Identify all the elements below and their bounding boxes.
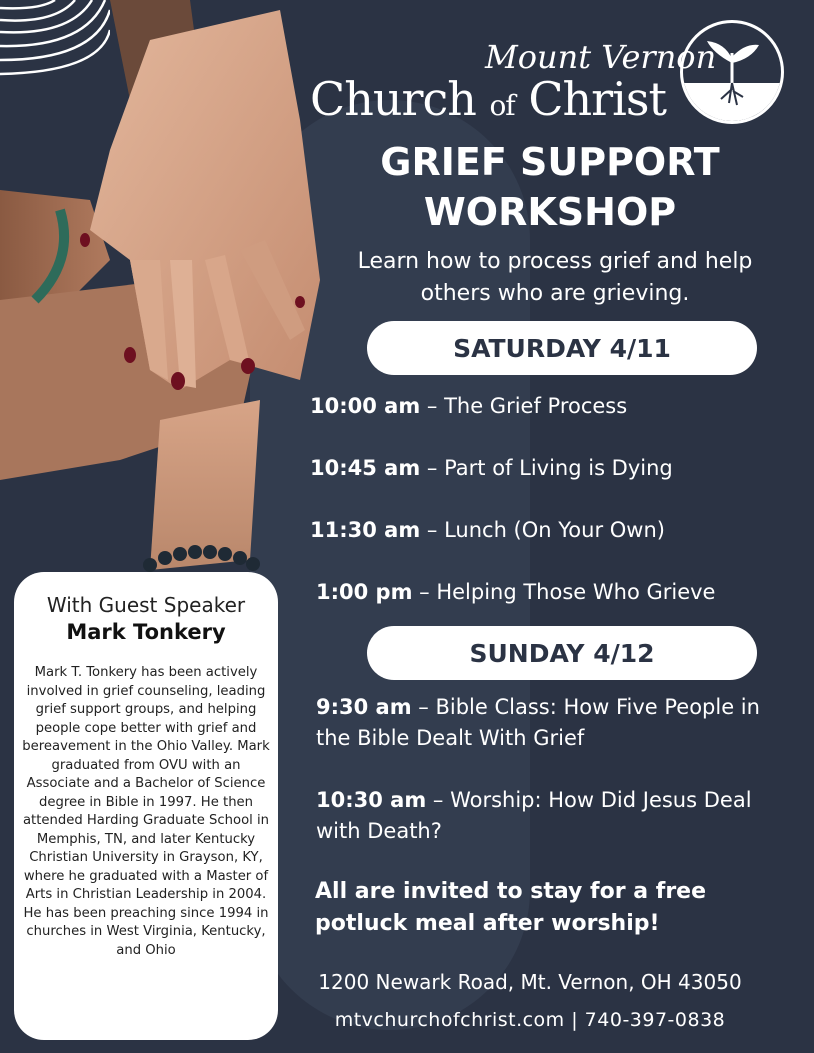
sprouting-plant-icon (680, 20, 784, 124)
speaker-card (14, 572, 278, 1040)
schedule-item: 11:30 am – Lunch (On Your Own) (310, 518, 665, 542)
logo-main-text: Church of Christ (310, 72, 666, 126)
wavy-lines-decoration (0, 0, 110, 90)
website-phone: mtvchurchofchrist.com | 740-397-0838 (334, 1009, 726, 1031)
schedule-item: 10:45 am – Part of Living is Dying (310, 456, 673, 480)
speaker-lead: With Guest Speaker (46, 593, 246, 617)
title-line-2: WORKSHOP (423, 190, 677, 234)
address: 1200 Newark Road, Mt. Vernon, OH 43050 (318, 970, 742, 994)
schedule-item: 10:30 am – Worship: How Did Jesus Deal with Death? (316, 788, 752, 843)
potluck-invitation: All are invited to stay for a free potluck meal after worship! (315, 879, 707, 936)
sunday-header: SUNDAY 4/12 (367, 626, 757, 680)
speaker-bio: Mark T. Tonkery has been actively involved in grief counseling, leading grief support groups, and helping people cope better with grief and bereavement in the Ohio Valley. Mark graduated from OVU with an Associate and a Bachelor of Science degree in Bible in 1997. He then attended Harding Graduate School in Memphis, TN, and later Kentucky Christian University in Grayson, KY, where he graduated with a Master of Arts in Christian Leadership in 2004. He has been preaching since 1994 in churches in West Virginia, Kentucky, and Ohio (22, 665, 270, 958)
logo-script-text: Mount Vernon (485, 38, 717, 76)
speaker-name: Mark Tonkery (66, 620, 226, 644)
schedule-item: 9:30 am – Bible Class: How Five People in the Bible Dealt With Grief (316, 695, 760, 750)
saturday-header: SATURDAY 4/11 (367, 321, 757, 375)
church-logo (310, 20, 800, 130)
title-line-1: GRIEF SUPPORT (380, 140, 720, 184)
schedule-item: 10:00 am – The Grief Process (310, 394, 628, 418)
tagline: Learn how to process grief and help others who are grieving. (357, 249, 753, 306)
schedule-item: 1:00 pm – Helping Those Who Grieve (316, 580, 716, 604)
